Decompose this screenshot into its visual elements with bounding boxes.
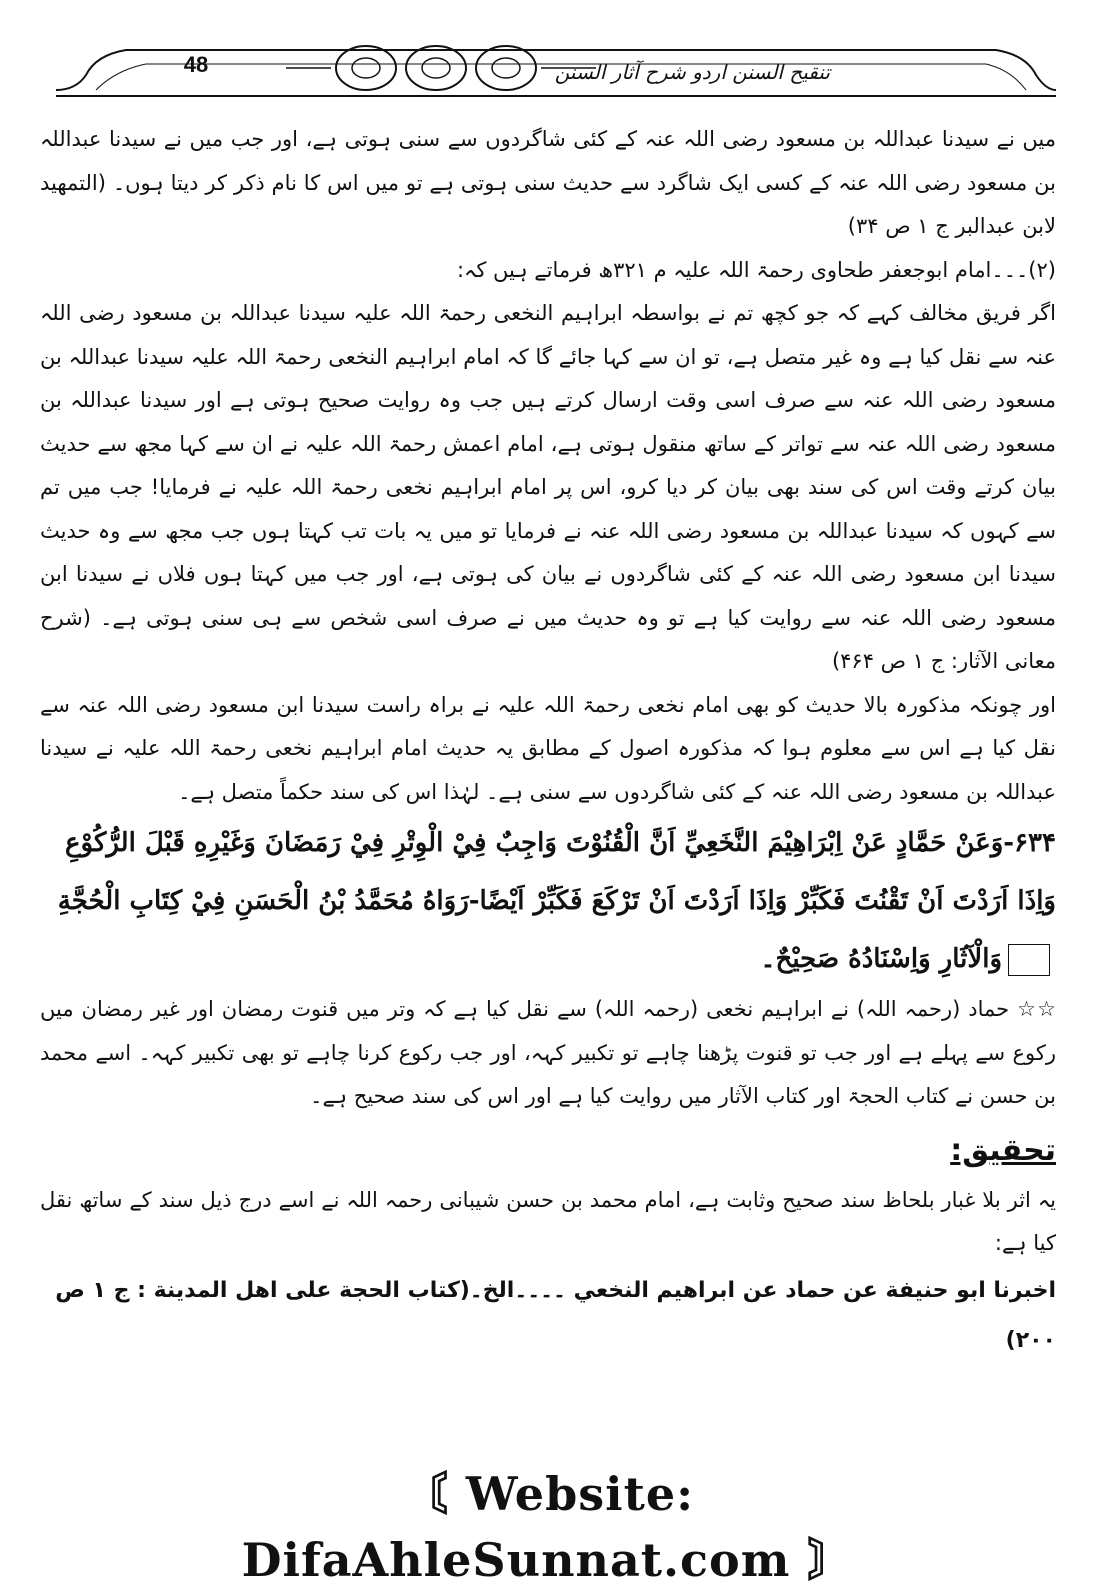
tahqiq-heading: تحقیق: (950, 1132, 1056, 1168)
translation-paragraph: ☆☆ حماد (رحمہ اللہ) نے ابراہیم نخعی (رحمہ اللہ) سے نقل کیا ہے کہ وتر میں قنوت رمضان اور غیر رمضان میں رکوع سے پہلے ہے اور جب تو قنوت پڑھنا چاہے تو تکبیر کہہ، اور جب رکوع کرنا چاہے تو بھی تکبیر کہہ۔ اسے محمد بن حسن نے کتاب الحجۃ اور کتاب الآثار میں روایت کیا ہے اور اس کی سند صحیح ہے۔ (40, 997, 1056, 1108)
paragraph-2: (۲)۔۔۔امام ابوجعفر طحاوی رحمۃ اللہ علیہ م ۳۲۱ھ فرماتے ہیں کہ: (456, 257, 1056, 282)
paragraph-1: میں نے سیدنا عبداللہ بن مسعود رضی اللہ عنہ کے کئی شاگردوں سے سنی ہوتی ہے، اور جب میں نے سیدنا عبداللہ بن مسعود رضی اللہ عنہ کے کسی ایک شاگرد سے حدیث سنی ہوتی ہے تو میں اس کا نام ذکر کر دیتا ہوں۔ (التمهيد لابن عبدالبر ج ۱ ص ۳۴) (40, 127, 1056, 238)
page-content (40, 118, 1056, 1366)
paragraph-3: اگر فریق مخالف کہے کہ جو کچھ تم نے بواسطہ ابراہیم النخعی رحمۃ اللہ علیہ سیدنا عبداللہ بن مسعود رضی اللہ عنہ سے نقل کیا ہے وہ غیر متصل ہے، تو ان سے کہا جائے گا کہ امام ابراہیم النخعی رحمۃ اللہ علیہ سیدنا عبداللہ بن مسعود رضی اللہ عنہ سے صرف اسی وقت ارسال کرتے ہیں جب وہ روایت صحیح ہوتی ہے اور سیدنا عبداللہ بن مسعود رضی اللہ عنہ سے تواتر کے ساتھ منقول ہوتی ہے، امام اعمش رحمۃ اللہ علیہ نے ان سے کہا مجھ سے حدیث بیان کرتے وقت اس کی سند بھی بیان کر دیا کرو، اس پر امام ابراہیم نخعی رحمۃ اللہ علیہ نے فرمایا! جب میں تم سے کہوں کہ سیدنا عبداللہ بن مسعود رضی اللہ عنہ نے فرمایا تو میں یہ بات تب کہتا ہوں جب مجھ سے وہ حدیث سیدنا ابن مسعود رضی اللہ عنہ کے کئی شاگردوں نے بیان کی ہوتی ہے، اور جب میں کہتا ہوں فلاں نے سیدنا ابن مسعود رضی اللہ عنہ سے روایت کیا ہے تو وہ حدیث میں نے صرف اسی شخص سے ہی سنی ہوتی ہے۔ (شرح معانی الآثار: ج ۱ ص ۴۶۴) (40, 301, 1056, 673)
hadith-text: ۶۳۴-وَعَنْ حَمَّادٍ عَنْ اِبْرَاهِيْمَ النَّخَعِيِّ اَنَّ الْقُنُوْتَ وَاجِبٌ فِيْ الْوِتْرِ فِيْ رَمَضَانَ وَغَيْرِهِ قَبْلَ الرُّكُوْعِ وَاِذَا اَرَدْتَ اَنْ تَقْنُتَ فَكَبِّرْ وَاِذَا اَرَدْتَ اَنْ تَرْكَعَ فَكَبِّرْ اَيْضًا-رَوَاهُ مُحَمَّدُ بْنُ الْحَسَنِ فِيْ كِتَابِ الْحُجَّةِ (57, 828, 1056, 916)
empty-box (1008, 944, 1050, 976)
paragraph-4: اور چونکہ مذکورہ بالا حدیث کو بھی امام نخعی رحمۃ اللہ علیہ نے براہ راست سیدنا ابن مسعود رضی اللہ عنہ سے نقل کیا ہے اس سے معلوم ہوا کہ مذکورہ اصول کے مطابق یہ حدیث امام ابراہیم نخعی رحمۃ اللہ علیہ نے سیدنا عبداللہ بن مسعود رضی اللہ عنہ کے کئی شاگردوں سے سنی ہے۔ لہٰذا اس کی سند حکماً متصل ہے۔ (40, 692, 1056, 804)
page-header (36, 30, 1060, 106)
tahqiq-text: یہ اثر بلا غبار بلحاظ سند صحیح وثابت ہے، امام محمد بن حسن شیبانی رحمہ اللہ نے اسے درج ذیل سند کے ساتھ نقل کیا ہے: (40, 1187, 1056, 1255)
arabic-hadith (40, 814, 1056, 988)
page-number: 48 (183, 52, 209, 77)
website-footer: 〘 Website: DifaAhleSunnat.com 〙 (241, 1467, 855, 1587)
reference-text: اخبرنا ابو حنيفة عن حماد عن ابراهيم النخعي ۔۔۔۔الخ۔(كتاب الحجة على اهل المدينة : ج ۱ ص ۲۰۰) (55, 1277, 1056, 1353)
book-title: تنقیح السنن اردو شرح آثار السنن (554, 60, 830, 84)
hadith-text-end: وَالْآثَارِ وَاِسْنَادُهُ صَحِيْحٌ۔ (760, 944, 1002, 974)
